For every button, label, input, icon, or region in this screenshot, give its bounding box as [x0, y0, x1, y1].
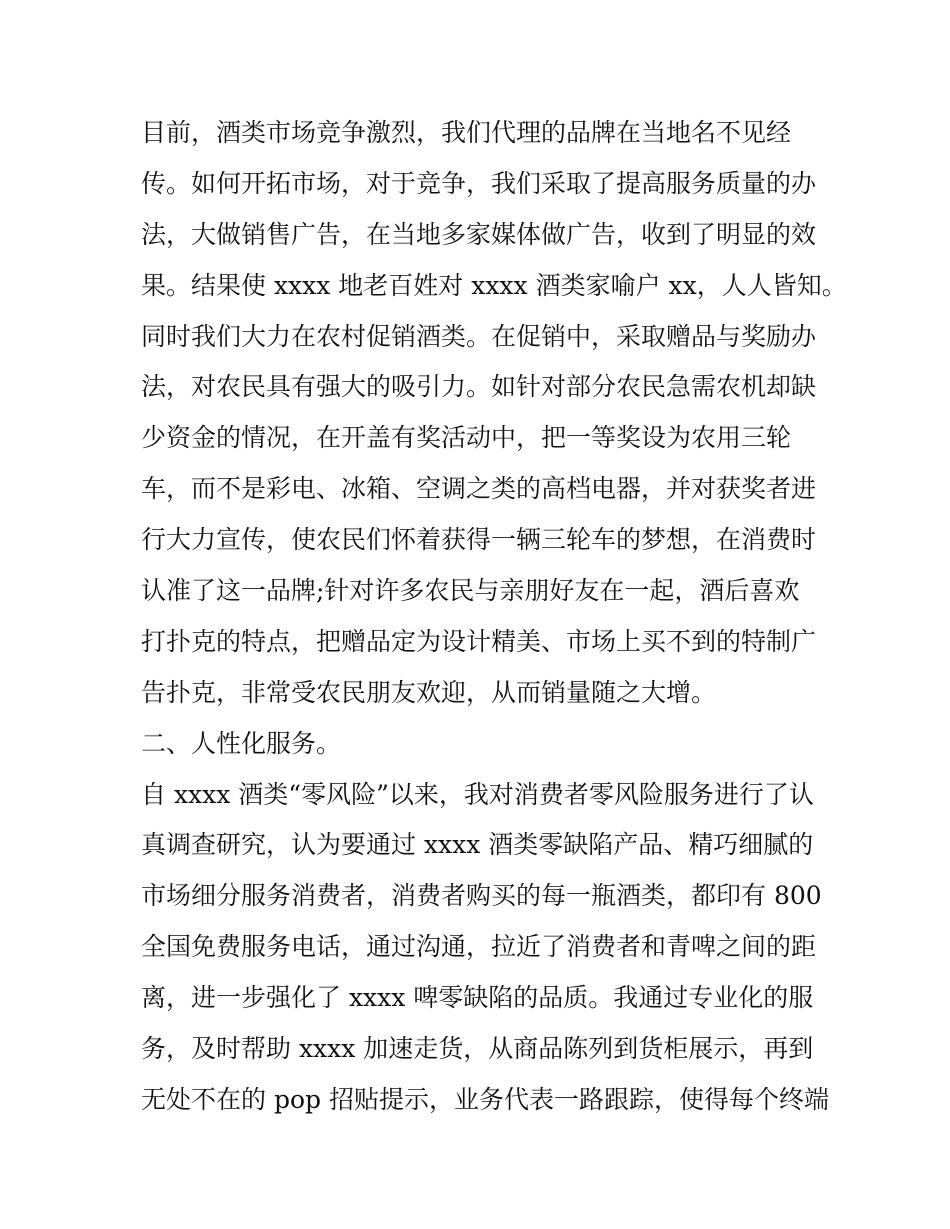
text-line: 法，对农民具有强大的吸引力。如针对部分农民急需农机却缺 — [141, 372, 817, 402]
body-text — [141, 108, 847, 1126]
text-line: 行大力宣传，使农民们怀着获得一辆三轮车的梦想，在消费时 — [141, 525, 817, 555]
text-line: 真调查研究，认为要通过 xxxx 酒类零缺陷产品、精巧细腻的 — [141, 830, 814, 860]
text-line: 务，及时帮助 xxxx 加速走货，从商品陈列到货柜展示，再到 — [141, 1034, 814, 1064]
section-heading: 二、人性化服务。 — [141, 728, 342, 758]
text-line: 传。如何开拓市场，对于竞争，我们采取了提高服务质量的办 — [141, 168, 817, 198]
text-line: 自 xxxx 酒类“零风险”以来，我对消费者零风险服务进行了认 — [141, 779, 814, 809]
text-line: 离，进一步强化了 xxxx 啤零缺陷的品质。我通过专业化的服 — [141, 983, 814, 1013]
text-line: 市场细分服务消费者，消费者购买的每一瓶酒类，都印有 800 — [141, 881, 822, 911]
text-line: 无处不在的 pop 招贴提示，业务代表一路跟踪，使得每个终端 — [141, 1084, 829, 1114]
text-line: 车，而不是彩电、冰箱、空调之类的高档电器，并对获奖者进 — [141, 474, 817, 504]
text-line: 同时我们大力在农村促销酒类。在促销中，采取赠品与奖励办 — [141, 321, 817, 351]
text-line: 少资金的情况，在开盖有奖活动中，把一等奖设为农用三轮 — [141, 423, 792, 453]
text-line: 目前，酒类市场竞争激烈，我们代理的品牌在当地名不见经 — [141, 118, 792, 147]
text-line: 全国免费服务电话，通过沟通，拉近了消费者和青啤之间的距 — [141, 932, 817, 962]
text-line: 认准了这一品牌;针对许多农民与亲朋好友在一起，酒后喜欢 — [141, 576, 800, 606]
text-line: 法，大做销售广告，在当地多家媒体做广告，收到了明显的效 — [141, 219, 817, 249]
text-line: 告扑克，非常受农民朋友欢迎，从而销量随之大增。 — [141, 677, 717, 707]
text-line: 果。结果使 xxxx 地老百姓对 xxxx 酒类家喻户 xx，人人皆知。 — [141, 270, 847, 300]
text-line: 打扑克的特点，把赠品定为设计精美、市场上买不到的特制广 — [141, 626, 817, 656]
